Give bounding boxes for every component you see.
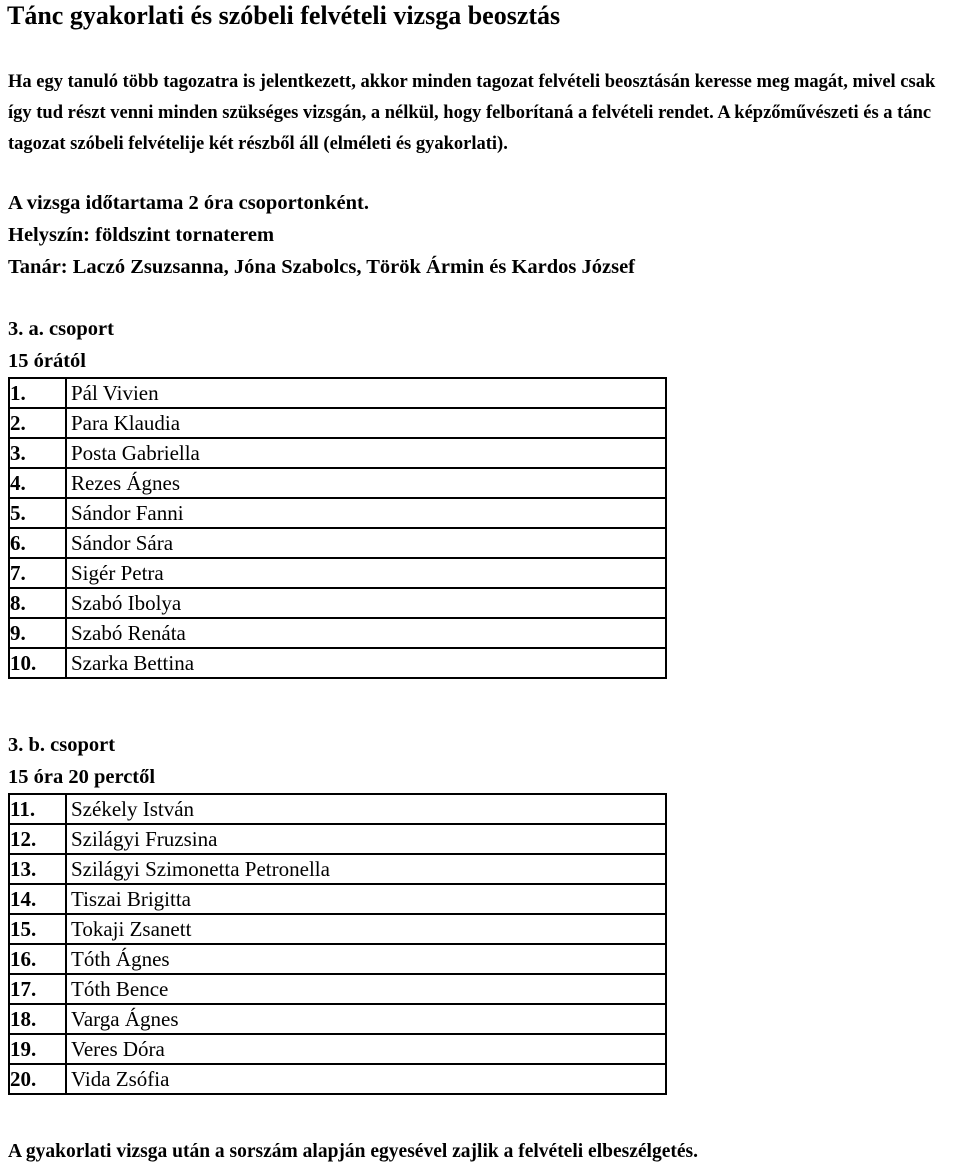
row-number: 19.: [9, 1034, 66, 1064]
student-name: Tiszai Brigitta: [66, 884, 666, 914]
student-name: Tokaji Zsanett: [66, 914, 666, 944]
table-row: [9, 438, 666, 468]
table-row: [9, 618, 666, 648]
exam-location: Helyszín: földszint tornaterem: [8, 224, 275, 246]
table-row: [9, 944, 666, 974]
row-number: 15.: [9, 914, 66, 944]
student-name: Veres Dóra: [66, 1034, 666, 1064]
student-name: Szabó Renáta: [66, 618, 666, 648]
table-row: [9, 588, 666, 618]
table-row: [9, 408, 666, 438]
group-b-name: 3. b. csoport: [8, 734, 116, 756]
student-name: Szarka Bettina: [66, 648, 666, 678]
row-number: 5.: [9, 498, 66, 528]
row-number: 2.: [9, 408, 66, 438]
row-number: 10.: [9, 648, 66, 678]
table-row: [9, 974, 666, 1004]
student-name: Sándor Sára: [66, 528, 666, 558]
table-row: [9, 1004, 666, 1034]
row-number: 17.: [9, 974, 66, 1004]
row-number: 7.: [9, 558, 66, 588]
group-b-table: [8, 793, 667, 1095]
student-name: Tóth Ágnes: [66, 944, 666, 974]
table-row: [9, 914, 666, 944]
student-name: Szilágyi Szimonetta Petronella: [66, 854, 666, 884]
group-a-name: 3. a. csoport: [8, 318, 114, 340]
table-row: [9, 468, 666, 498]
student-name: Para Klaudia: [66, 408, 666, 438]
student-name: Vida Zsófia: [66, 1064, 666, 1094]
row-number: 9.: [9, 618, 66, 648]
group-a-table: [8, 377, 667, 679]
student-name: Szilágyi Fruzsina: [66, 824, 666, 854]
table-row: [9, 648, 666, 678]
table-row: [9, 558, 666, 588]
table-row: [9, 498, 666, 528]
table-row: [9, 824, 666, 854]
intro-paragraph: Ha egy tanuló több tagozatra is jelentkezett, akkor minden tagozat felvételi beosztásán keresse meg magát, mivel csak így tud részt venni minden szükséges vizsgán, a nélkül, hogy felborítaná a felvételi rendet. A képzőművészeti és a tánc tagozat szóbeli felvételije két részből áll (elméleti és gyakorlati).: [8, 72, 936, 154]
student-name: Szabó Ibolya: [66, 588, 666, 618]
table-row: [9, 854, 666, 884]
group-a-time: 15 órától: [8, 350, 86, 372]
exam-duration: A vizsga időtartama 2 óra csoportonként.: [8, 192, 370, 214]
row-number: 14.: [9, 884, 66, 914]
row-number: 12.: [9, 824, 66, 854]
student-name: Rezes Ágnes: [66, 468, 666, 498]
group-b-time: 15 óra 20 perctől: [8, 766, 156, 788]
table-row: [9, 528, 666, 558]
row-number: 13.: [9, 854, 66, 884]
row-number: 4.: [9, 468, 66, 498]
table-row: [9, 794, 666, 824]
student-name: Sándor Fanni: [66, 498, 666, 528]
exam-teachers: Tanár: Laczó Zsuzsanna, Jóna Szabolcs, Török Ármin és Kardos József: [8, 256, 636, 278]
student-name: Sigér Petra: [66, 558, 666, 588]
student-name: Pál Vivien: [66, 378, 666, 408]
page-title: Tánc gyakorlati és szóbeli felvételi vizsga beosztás: [7, 1, 561, 30]
row-number: 3.: [9, 438, 66, 468]
row-number: 16.: [9, 944, 66, 974]
row-number: 18.: [9, 1004, 66, 1034]
table-row: [9, 884, 666, 914]
table-row: [9, 1034, 666, 1064]
row-number: 1.: [9, 378, 66, 408]
student-name: Varga Ágnes: [66, 1004, 666, 1034]
row-number: 6.: [9, 528, 66, 558]
table-row: [9, 378, 666, 408]
footer-note: A gyakorlati vizsga után a sorszám alapján egyesével zajlik a felvételi elbeszélgetés.: [8, 1141, 698, 1162]
student-name: Posta Gabriella: [66, 438, 666, 468]
student-name: Tóth Bence: [66, 974, 666, 1004]
student-name: Székely István: [66, 794, 666, 824]
row-number: 11.: [9, 794, 66, 824]
row-number: 8.: [9, 588, 66, 618]
row-number: 20.: [9, 1064, 66, 1094]
table-row: [9, 1064, 666, 1094]
